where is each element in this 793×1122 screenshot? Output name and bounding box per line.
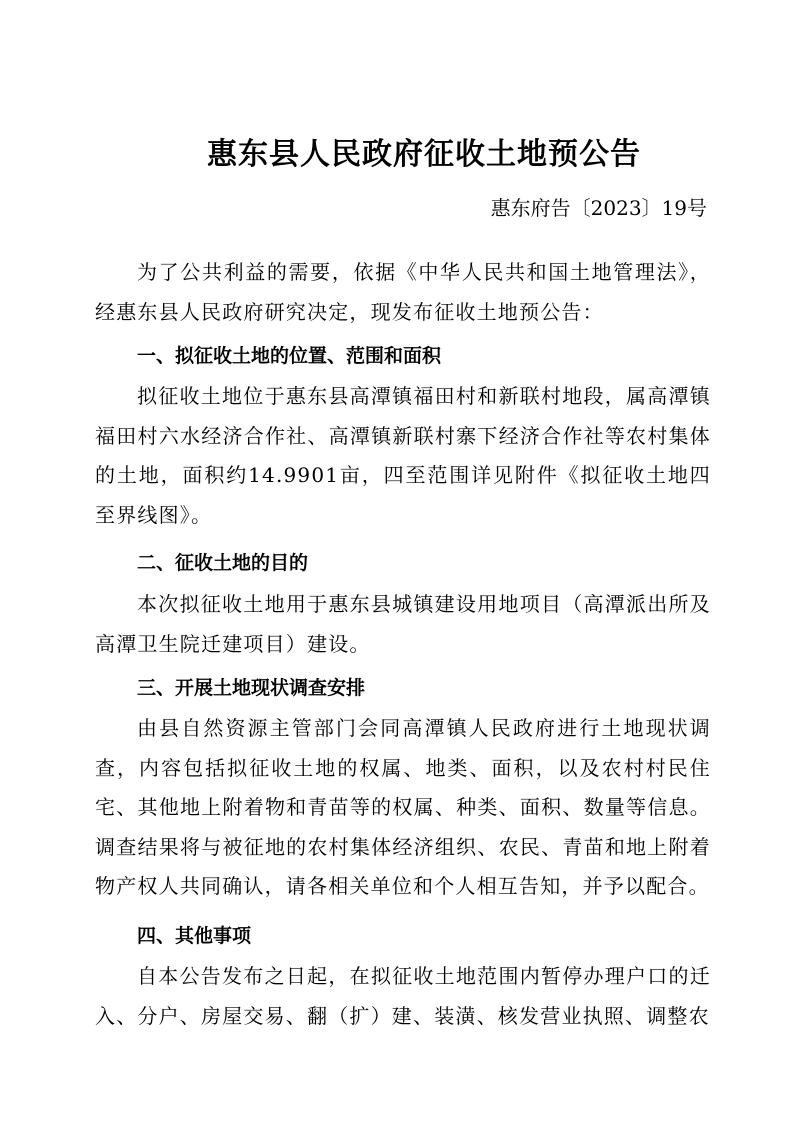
section-3-heading: 三、开展土地现状调查安排 <box>137 677 366 699</box>
document-title: 惠东县人民政府征收土地预公告 <box>207 137 641 173</box>
intro-paragraph: 为了公共利益的需要，依据《中华人民共和国土地管理法》，经惠东县人民政府研究决定，现发布征收土地预公告： <box>95 260 711 324</box>
section-3-body: 由县自然资源主管部门会同高潭镇人民政府进行土地现状调查，内容包括拟征收土地的权属、地类、面积，以及农村村民住宅、其他地上附着物和青苗等的权属、种类、面积、数量等信息。调查结果将与被征地的农村集体经济组织、农民、青苗和地上附着物产权人共同确认，请各相关单位和个人相互告知，并予以配合。 <box>95 716 711 898</box>
section-1-body: 拟征收土地位于惠东县高潭镇福田村和新联村地段，属高潭镇福田村六水经济合作社、高潭镇新联村寨下经济合作社等农村集体的土地，面积约14.9901亩，四至范围详见附件《拟征收土地四至界线图》。 <box>95 384 711 527</box>
section-2-heading: 二、征收土地的目的 <box>137 552 309 574</box>
section-1-heading: 一、拟征收土地的位置、范围和面积 <box>137 345 442 367</box>
section-4-heading: 四、其他事项 <box>137 925 252 947</box>
section-2-body: 本次拟征收土地用于惠东县城镇建设用地项目（高潭派出所及高潭卫生院迁建项目）建设。 <box>95 592 711 656</box>
section-4-body: 自本公告发布之日起，在拟征收土地范围内暂停办理户口的迁入、分户、房屋交易、翻（扩）建、装潢、核发营业执照、调整农 <box>95 964 711 1028</box>
document-number: 惠东府告〔2023〕19号 <box>490 196 707 220</box>
